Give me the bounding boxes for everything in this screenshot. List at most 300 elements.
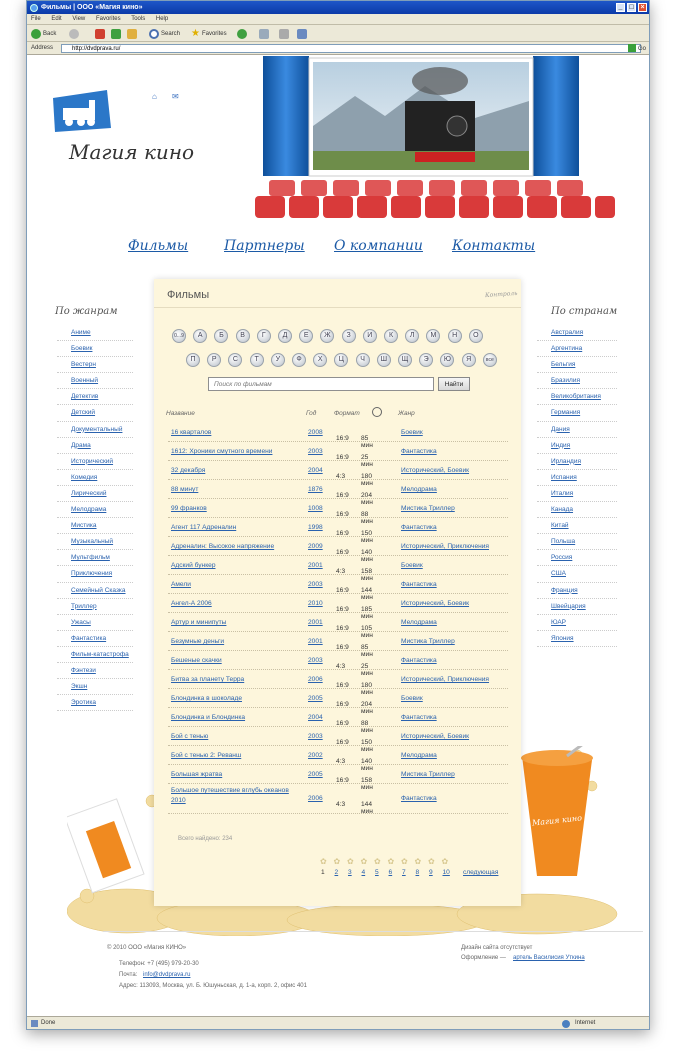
film-title-link[interactable]: Большая жратва <box>171 771 223 778</box>
letter-button[interactable]: З <box>342 329 356 343</box>
film-year-link[interactable]: 2003 <box>308 733 323 740</box>
page-viewport <box>27 56 649 1016</box>
table-row <box>168 518 508 544</box>
letter-button[interactable]: Ш <box>377 353 391 367</box>
film-year-link[interactable]: 2008 <box>308 429 323 436</box>
film-duration: 204 мин <box>361 492 373 506</box>
country-link[interactable]: Великобритания <box>551 393 601 401</box>
table-row <box>168 670 508 696</box>
popcorn-icon: ✿ <box>441 857 449 866</box>
film-genre-link[interactable]: Фантастика <box>401 448 437 455</box>
film-title-link[interactable]: 32 декабря <box>171 467 206 474</box>
film-format: 16:9 <box>336 682 349 689</box>
genre-item <box>57 566 133 582</box>
table-row <box>168 537 508 563</box>
status-text: Done <box>41 1020 56 1026</box>
page-link[interactable]: 4 <box>361 869 366 876</box>
film-year-link[interactable]: 2009 <box>308 543 323 550</box>
film-title-link[interactable]: Адский бункер <box>171 562 216 569</box>
next-page-link[interactable]: следующая <box>463 869 499 876</box>
menu-file[interactable]: File <box>31 16 41 22</box>
table-row <box>168 442 508 468</box>
table-row <box>168 423 508 449</box>
film-year-link[interactable]: 2005 <box>308 695 323 702</box>
film-title-link[interactable]: Бой с тенью <box>171 733 209 740</box>
letter-button[interactable]: С <box>228 353 242 367</box>
refresh-button[interactable] <box>111 28 121 39</box>
country-list <box>537 325 617 647</box>
letter-button[interactable]: Ю <box>440 353 454 367</box>
country-link[interactable]: ЮАР <box>551 618 567 626</box>
films-heading: Фильмы <box>167 289 210 301</box>
letter-button[interactable]: У <box>271 353 285 367</box>
genre-item <box>57 373 133 389</box>
film-genre-link[interactable]: Фантастика <box>401 524 437 531</box>
film-format: 16:9 <box>336 435 349 442</box>
table-row <box>168 556 508 582</box>
film-year-link[interactable]: 2004 <box>308 714 323 721</box>
film-title-cell <box>171 771 303 778</box>
letter-button[interactable]: Б <box>214 329 228 343</box>
film-year-link[interactable]: 2010 <box>308 600 323 607</box>
letter-button[interactable]: М <box>426 329 440 343</box>
country-link[interactable]: Австралия <box>551 329 584 336</box>
film-year-cell <box>308 467 323 474</box>
country-link[interactable]: Россия <box>551 554 573 562</box>
film-genre-cell <box>401 600 469 607</box>
maximize-button[interactable]: □ <box>627 3 636 12</box>
film-title-link[interactable]: 99 франков <box>171 505 207 512</box>
country-link[interactable]: Бразилия <box>551 377 580 385</box>
film-format: 16:9 <box>336 739 349 746</box>
letter-button[interactable]: Р <box>207 353 221 367</box>
film-genre-link[interactable]: Исторический, Боевик <box>401 600 470 607</box>
country-link[interactable]: Испания <box>551 473 577 481</box>
genre-item <box>57 518 133 534</box>
stop-icon <box>95 29 105 39</box>
film-genre-link[interactable]: Боевик <box>401 695 423 702</box>
menu-bar <box>27 14 649 25</box>
page-link[interactable]: 5 <box>375 869 379 876</box>
film-format: 16:9 <box>336 492 349 499</box>
film-genre-cell <box>401 562 423 569</box>
film-title-cell <box>171 448 303 455</box>
film-format: 16:9 <box>336 777 349 784</box>
film-year-link[interactable]: 1008 <box>308 505 323 512</box>
go-arrow-icon <box>628 44 636 52</box>
film-title-link[interactable]: Большое путешествие вглубь океанов 2010 <box>171 787 289 804</box>
genre-link[interactable]: Фильм-катастрофа <box>71 650 129 658</box>
envelope-icon[interactable]: ✉ <box>172 92 179 101</box>
genre-link[interactable]: Детский <box>71 409 96 417</box>
window-title: Фильмы | ООО «Магия кино» <box>41 4 143 11</box>
film-title-cell <box>171 581 303 588</box>
country-item <box>537 389 617 405</box>
genre-item <box>57 357 133 373</box>
film-genre-link[interactable]: Фантастика <box>401 795 437 802</box>
nav-partners[interactable]: Партнеры <box>224 238 305 254</box>
search-button-browser[interactable]: Search <box>149 28 180 39</box>
film-search-input[interactable] <box>208 377 434 391</box>
genre-link[interactable]: Ужасы <box>71 618 91 626</box>
genre-link[interactable]: Фантастика <box>71 634 107 642</box>
site-title: Магия кино <box>69 140 195 164</box>
page-link[interactable]: 3 <box>348 869 352 876</box>
film-duration: 140 мин <box>361 549 373 563</box>
genre-link[interactable]: Военный <box>71 377 99 385</box>
letter-button[interactable]: И <box>363 329 377 343</box>
film-genre-link[interactable]: Фантастика <box>401 657 437 664</box>
film-year-link[interactable]: 2005 <box>308 771 323 778</box>
country-link[interactable]: Япония <box>551 634 574 642</box>
table-row <box>168 784 508 814</box>
film-year-link[interactable]: 1876 <box>308 486 323 493</box>
country-link[interactable]: Китай <box>551 522 569 530</box>
go-button[interactable]: Go <box>628 43 646 56</box>
film-title-cell <box>171 733 303 740</box>
film-format: 4:3 <box>336 801 346 808</box>
film-duration: 180 мин <box>361 682 373 696</box>
film-format: 16:9 <box>336 454 349 461</box>
film-duration: 158 мин <box>361 777 373 791</box>
edit-button[interactable] <box>297 28 307 39</box>
country-item <box>537 470 617 486</box>
film-year-link[interactable]: 2004 <box>308 467 323 474</box>
genre-link[interactable]: Боевик <box>71 345 93 353</box>
genre-link[interactable]: Триллер <box>71 602 97 610</box>
country-link[interactable]: Индия <box>551 441 571 449</box>
letter-button[interactable]: К <box>384 329 398 343</box>
letter-button[interactable]: Н <box>448 329 462 343</box>
cup-label: Магия кино <box>531 813 583 828</box>
film-search-button[interactable]: Найти <box>438 377 470 391</box>
film-genre-link[interactable]: Фантастика <box>401 581 437 588</box>
menu-tools[interactable]: Tools <box>131 16 146 22</box>
genre-item <box>57 454 133 470</box>
footer-mail-label: Почта: <box>119 972 138 978</box>
film-genre-cell <box>401 505 455 512</box>
magnifier-icon <box>149 29 159 39</box>
table-row <box>168 746 508 772</box>
genre-link[interactable]: Музыкальный <box>71 538 114 546</box>
status-bar <box>27 1016 649 1029</box>
genre-link[interactable]: Детектив <box>71 393 99 401</box>
film-duration: 185 мин <box>361 606 373 620</box>
film-title-link[interactable]: Агент 117 Адреналин <box>171 524 237 531</box>
minimize-button[interactable]: _ <box>616 3 625 12</box>
film-year-cell <box>308 795 323 802</box>
close-button[interactable]: × <box>638 3 647 12</box>
menu-view[interactable]: View <box>72 16 86 22</box>
film-year-link[interactable]: 2002 <box>308 752 323 759</box>
genre-link[interactable]: Аниме <box>71 329 91 336</box>
film-genre-link[interactable]: Мистика Триллер <box>401 505 455 512</box>
popcorn-icon: ✿ <box>387 857 395 866</box>
film-genre-cell <box>401 795 437 802</box>
film-year-cell <box>308 619 323 626</box>
genre-link[interactable]: Комедия <box>71 473 98 481</box>
letter-button[interactable]: П <box>186 353 200 367</box>
film-title-link[interactable]: Ангел-А 2006 <box>171 600 212 607</box>
film-year-cell <box>308 581 323 588</box>
popcorn-icon: ✿ <box>360 857 368 866</box>
letter-button[interactable]: Т <box>250 353 264 367</box>
letter-button[interactable]: Г <box>257 329 271 343</box>
film-year-cell <box>308 486 323 493</box>
country-link[interactable]: Ирландия <box>551 457 582 465</box>
design-credit-link[interactable]: артель Василисия Уткина <box>513 955 585 961</box>
nav-contacts[interactable]: Контакты <box>452 238 536 254</box>
country-item <box>537 422 617 438</box>
zone-text: Internet <box>575 1020 596 1026</box>
letter-button[interactable]: Х <box>313 353 327 367</box>
film-year-cell <box>308 429 323 436</box>
country-link[interactable]: Франция <box>551 586 578 594</box>
letter-button[interactable]: О <box>469 329 483 343</box>
genre-link[interactable]: Лирический <box>71 489 107 497</box>
country-link[interactable]: Италия <box>551 489 574 497</box>
country-item <box>537 486 617 502</box>
film-year-cell <box>308 771 323 778</box>
letter-button[interactable]: Э <box>419 353 433 367</box>
genre-item <box>57 438 133 454</box>
film-year-link[interactable]: 2003 <box>308 581 323 588</box>
film-title-link[interactable]: Битва за планету Терра <box>171 676 245 683</box>
film-duration: 158 мин <box>361 568 373 582</box>
film-genre-link[interactable]: Исторический, Приключения <box>401 543 490 550</box>
refresh-icon <box>111 29 121 39</box>
film-title-link[interactable]: Адреналин: Высокое напряжение <box>171 543 275 550</box>
film-genre-cell <box>401 657 437 664</box>
film-genre-link[interactable]: Мистика Триллер <box>401 638 455 645</box>
country-item <box>537 454 617 470</box>
film-format: 16:9 <box>336 644 349 651</box>
address-label: Address <box>31 45 54 51</box>
film-title-link[interactable]: Амели <box>171 581 191 588</box>
film-genre-cell <box>401 448 437 455</box>
film-year-cell <box>308 543 323 550</box>
page-link[interactable]: 10 <box>442 869 450 876</box>
browser-window <box>26 0 650 1030</box>
country-item <box>537 599 617 615</box>
genres-heading: По жанрам <box>55 306 118 317</box>
film-year-cell <box>308 505 323 512</box>
country-link[interactable]: Польша <box>551 538 576 546</box>
film-year-link[interactable]: 2006 <box>308 795 323 802</box>
genre-link[interactable]: Вестерн <box>71 361 96 369</box>
genre-link[interactable]: Экшн <box>71 683 88 691</box>
film-year-link[interactable]: 2006 <box>308 676 323 683</box>
table-row <box>168 651 508 677</box>
film-year-link[interactable]: 2003 <box>308 657 323 664</box>
film-genre-link[interactable]: Мелодрама <box>401 752 437 759</box>
popcorn-icon: ✿ <box>401 857 408 866</box>
genre-item <box>57 599 133 615</box>
letter-button[interactable]: В <box>236 329 250 343</box>
letter-button[interactable]: Ж <box>320 329 334 343</box>
letter-button[interactable]: 0...9 <box>172 329 186 343</box>
footer-email-link[interactable]: info@dvdprava.ru <box>143 972 191 978</box>
genre-link[interactable]: Мультфильм <box>71 554 110 562</box>
table-row <box>168 689 508 715</box>
stop-button[interactable] <box>95 28 105 39</box>
film-title-link[interactable]: Блондинка и Блондинка <box>171 714 246 721</box>
letter-button[interactable]: Я <box>462 353 476 367</box>
letter-button[interactable]: Щ <box>398 353 412 367</box>
film-year-link[interactable]: 1998 <box>308 524 323 531</box>
print-button[interactable] <box>279 28 289 39</box>
film-genre-cell <box>401 467 469 474</box>
film-genre-link[interactable]: Исторический, Боевик <box>401 467 470 474</box>
film-genre-link[interactable]: Исторический, Боевик <box>401 733 470 740</box>
country-link[interactable]: Дания <box>551 425 570 433</box>
film-duration: 144 мин <box>361 587 373 601</box>
films-panel <box>154 279 521 906</box>
star-icon: ★ <box>191 28 200 39</box>
film-genre-link[interactable]: Боевик <box>401 429 423 436</box>
film-title-link[interactable]: Блондинка в шоколаде <box>171 695 242 702</box>
film-duration: 105 мин <box>361 625 373 639</box>
mail-button[interactable] <box>259 28 269 39</box>
page-link[interactable]: 7 <box>402 869 406 876</box>
genre-link[interactable]: Приключения <box>71 570 113 578</box>
nav-films[interactable]: Фильмы <box>128 238 189 254</box>
country-item <box>537 357 617 373</box>
genre-link[interactable]: Эротика <box>71 699 96 707</box>
table-row <box>168 575 508 601</box>
address-input[interactable]: http://dvdprava.ru/ <box>61 44 641 53</box>
film-year-link[interactable]: 2001 <box>308 619 323 626</box>
history-icon <box>237 29 247 39</box>
film-title-cell <box>171 638 303 645</box>
genre-link[interactable]: Документальный <box>71 425 123 433</box>
genre-link[interactable]: Семейный Сказка <box>71 586 126 594</box>
genre-item <box>57 615 133 631</box>
page-link[interactable]: 9 <box>429 869 433 876</box>
back-arrow-icon <box>31 29 41 39</box>
country-link[interactable]: Швейцария <box>551 602 586 610</box>
genre-link[interactable]: Мелодрама <box>71 506 107 514</box>
forward-button[interactable] <box>69 28 79 39</box>
film-year-cell <box>308 638 323 645</box>
letter-button[interactable]: Ф <box>292 353 306 367</box>
film-format: 4:3 <box>336 663 346 670</box>
country-link[interactable]: Канада <box>551 506 574 514</box>
film-title-link[interactable]: 88 минут <box>171 486 199 493</box>
popcorn-icon: ✿ <box>374 857 381 866</box>
letter-button[interactable]: Д <box>278 329 292 343</box>
back-button[interactable]: Back <box>31 28 56 39</box>
genre-link[interactable]: Драма <box>71 441 91 449</box>
letter-button[interactable]: Е <box>299 329 313 343</box>
film-title-link[interactable]: Артур и минипуты <box>171 619 227 626</box>
country-item <box>537 583 617 599</box>
film-title-cell <box>171 695 303 702</box>
film-genre-link[interactable]: Мистика Триллер <box>401 771 455 778</box>
nav-about[interactable]: О компании <box>334 238 423 254</box>
film-genre-link[interactable]: Мелодрама <box>401 486 437 493</box>
site-logo[interactable] <box>51 88 113 134</box>
genre-link[interactable]: Фэнтези <box>71 666 96 674</box>
genre-list <box>57 325 133 711</box>
letter-button[interactable]: Ц <box>334 353 348 367</box>
film-title-cell <box>171 657 303 664</box>
clock-icon <box>372 407 382 417</box>
favorites-button[interactable]: ★ Favorites <box>191 28 227 39</box>
film-format: 16:9 <box>336 625 349 632</box>
ie-icon <box>30 4 38 12</box>
film-year-link[interactable]: 2001 <box>308 638 323 645</box>
popcorn-icon: ✿ <box>428 857 435 866</box>
popcorn-icon: ✿ <box>347 857 354 866</box>
letter-button[interactable]: Ч <box>356 353 370 367</box>
home-icon[interactable]: ⌂ <box>152 92 157 101</box>
film-genre-link[interactable]: Боевик <box>401 562 423 569</box>
film-format: 16:9 <box>336 587 349 594</box>
film-genre-cell <box>401 524 437 531</box>
country-link[interactable]: Германия <box>551 409 581 417</box>
film-title-cell <box>171 486 303 493</box>
film-genre-link[interactable]: Мелодрама <box>401 619 437 626</box>
film-title-link[interactable]: 1612: Хроники смутного времени <box>171 448 273 455</box>
country-link[interactable]: Бельгия <box>551 361 576 369</box>
film-genre-cell <box>401 676 489 683</box>
col-genre: Жанр <box>398 410 415 417</box>
page-link[interactable]: 6 <box>388 869 393 876</box>
country-link[interactable]: США <box>551 570 566 578</box>
film-duration: 150 мин <box>361 530 373 544</box>
film-genre-link[interactable]: Исторический, Приключения <box>401 676 490 683</box>
country-item <box>537 325 617 341</box>
menu-favorites[interactable]: Favorites <box>95 16 121 22</box>
film-title-link[interactable]: Безумные деньги <box>171 638 225 645</box>
country-link[interactable]: Аргентина <box>551 345 583 353</box>
menu-help[interactable]: Help <box>155 16 169 22</box>
menu-edit[interactable]: Edit <box>51 16 62 22</box>
letter-button[interactable]: все <box>483 353 497 367</box>
film-title-link[interactable]: 16 кварталов <box>171 429 212 436</box>
country-item <box>537 438 617 454</box>
country-item <box>537 550 617 566</box>
film-duration: 88 мин <box>361 511 373 525</box>
film-year-link[interactable]: 2003 <box>308 448 323 455</box>
page-link[interactable]: 2 <box>334 869 339 876</box>
word-icon <box>297 29 307 39</box>
col-year: Год <box>306 410 317 417</box>
film-duration: 180 мин <box>361 473 373 487</box>
film-genre-cell <box>401 638 455 645</box>
film-title-link[interactable]: Бешеные скачки <box>171 657 222 664</box>
film-year-link[interactable]: 2001 <box>308 562 323 569</box>
page-link[interactable]: 8 <box>415 869 420 876</box>
country-item <box>537 373 617 389</box>
genre-item <box>57 695 133 711</box>
film-genre-cell <box>401 714 437 721</box>
letter-button[interactable]: Л <box>405 329 419 343</box>
genre-link[interactable]: Мистика <box>71 522 97 530</box>
film-year-cell <box>308 600 323 607</box>
letter-button[interactable]: А <box>193 329 207 343</box>
history-button[interactable] <box>237 28 247 39</box>
home-button[interactable] <box>127 28 137 39</box>
country-item <box>537 502 617 518</box>
film-title-cell <box>171 676 303 683</box>
film-genre-link[interactable]: Фантастика <box>401 714 437 721</box>
genre-link[interactable]: Исторический <box>71 457 114 465</box>
film-duration: 88 мин <box>361 720 373 734</box>
film-title-cell <box>171 429 303 436</box>
film-title-link[interactable]: Бой с тенью 2: Реванш <box>171 752 242 759</box>
